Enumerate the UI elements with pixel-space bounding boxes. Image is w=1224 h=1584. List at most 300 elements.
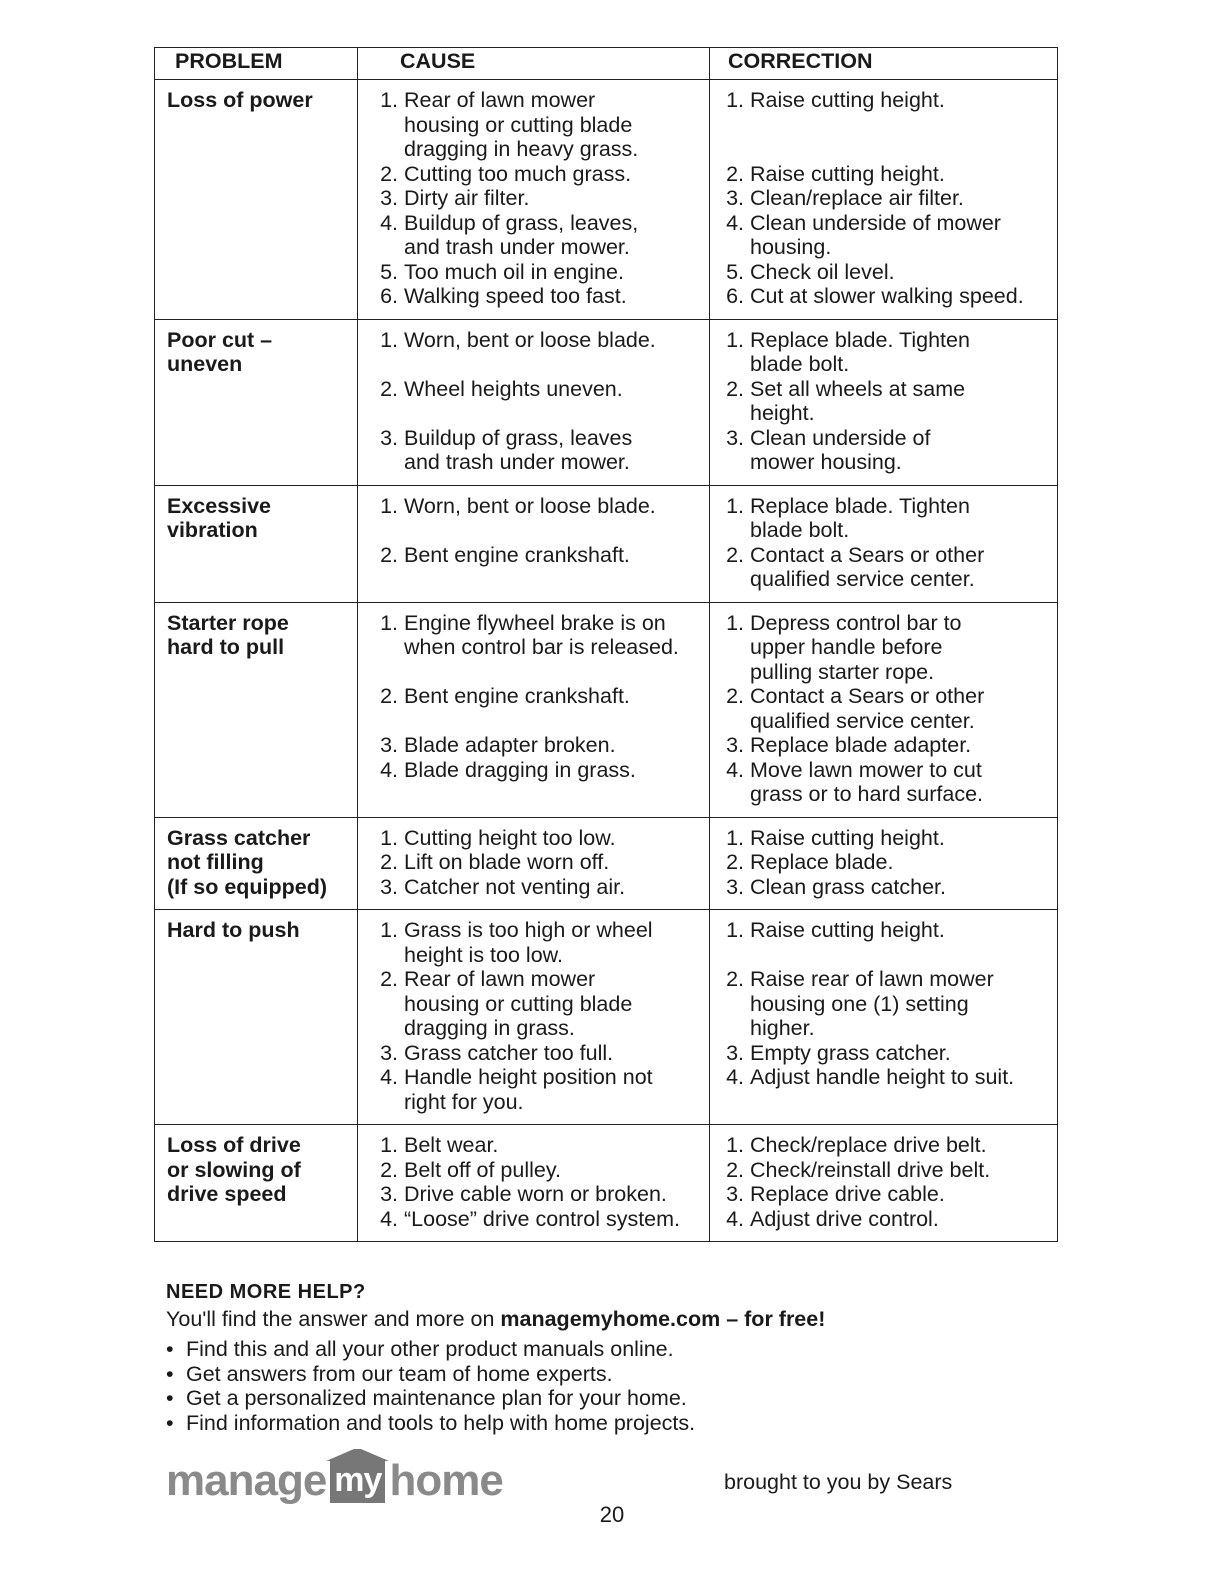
item-text-line: Belt off of pulley. (404, 1157, 561, 1182)
bullet-icon: • (166, 1361, 174, 1386)
correction-item (710, 684, 1053, 733)
problem-line: drive speed (167, 1182, 287, 1206)
item-text-line: Replace drive cable. (750, 1182, 945, 1206)
item-text-line: qualified service center. (750, 567, 975, 591)
item-text (750, 1133, 1053, 1158)
correction-item (710, 875, 1053, 900)
cause-item (358, 284, 705, 309)
item-text (404, 543, 705, 568)
problem-line: uneven (167, 352, 243, 376)
problem-cell (155, 80, 358, 320)
item-text-line: Buildup of grass, leaves, (404, 210, 639, 235)
help-intro-text: You'll find the answer and more on (166, 1306, 501, 1331)
item-text-line: Rear of lawn mower (404, 88, 596, 112)
item-text-line: Worn, bent or loose blade. (404, 493, 656, 518)
help-bullet-item (166, 1386, 1046, 1411)
item-text (404, 328, 705, 353)
item-number: 1. (726, 493, 744, 518)
problem-line: Excessive (167, 493, 272, 518)
correction-item (710, 284, 1053, 309)
correction-item (710, 1207, 1053, 1232)
help-bullet-list (166, 1337, 1046, 1435)
problem-line: Poor cut – (167, 327, 273, 352)
correction-item (710, 611, 1053, 685)
managemyhome-logo (166, 1456, 503, 1506)
correction-item (710, 1133, 1053, 1158)
item-text (750, 826, 1053, 851)
item-number: 2. (726, 161, 744, 186)
item-number: 2. (380, 967, 398, 991)
item-text-line: Rear of lawn mower (404, 967, 596, 991)
table-row (155, 319, 1058, 485)
item-text-line: Buildup of grass, leaves (404, 425, 633, 450)
item-text-line: dragging in grass. (404, 1016, 575, 1040)
item-text (404, 1133, 705, 1158)
item-number: 4. (380, 210, 398, 235)
item-number: 6. (726, 284, 744, 308)
item-text-line: Bent engine crankshaft. (404, 542, 630, 567)
problem-cell (155, 319, 358, 485)
cause-item (358, 1158, 705, 1183)
problem-line: not filling (167, 850, 264, 874)
troubleshooting-table (154, 47, 1058, 1242)
item-text-line: Grass catcher too full. (404, 1040, 614, 1065)
item-number: 1. (380, 327, 398, 352)
item-text-line: Replace blade. Tighten (750, 493, 970, 518)
correction-item (710, 1065, 1053, 1090)
table-row (155, 602, 1058, 817)
item-text (750, 211, 1053, 260)
item-number: 2. (380, 161, 398, 186)
table-row (155, 910, 1058, 1125)
correction-item (710, 1182, 1053, 1207)
correction-item (710, 733, 1053, 758)
item-text-line: right for you. (404, 1089, 524, 1114)
correction-item (710, 918, 1053, 943)
item-text (750, 611, 1053, 685)
help-bullet-text: Get a personalized maintenance plan for your home. (186, 1386, 687, 1410)
item-text (404, 684, 705, 709)
item-number: 6. (380, 284, 398, 308)
item-number: 2. (726, 967, 744, 991)
item-text-line: grass or to hard surface. (750, 782, 984, 806)
item-text-line: Too much oil in engine. (404, 259, 624, 284)
cause-item (358, 328, 705, 353)
item-text (404, 426, 705, 475)
item-text-line: Adjust handle height to suit. (750, 1065, 1015, 1089)
cause-item (358, 826, 705, 851)
correction-cell (710, 910, 1058, 1125)
item-number: 3. (380, 1182, 398, 1206)
item-text-line: Cutting too much grass. (404, 161, 632, 186)
item-text-line: Engine flywheel brake is on (404, 610, 666, 635)
item-text (404, 284, 705, 309)
item-text-line: upper handle before (750, 635, 943, 659)
item-text-line: Blade dragging in grass. (404, 757, 636, 782)
item-number: 3. (726, 733, 744, 757)
cause-item (358, 186, 705, 211)
item-text-line: mower housing. (750, 450, 902, 474)
spacer (710, 137, 1053, 162)
correction-item (710, 162, 1053, 187)
item-text (750, 88, 1053, 113)
item-number: 3. (380, 733, 398, 757)
item-text-line: and trash under mower. (404, 235, 630, 259)
cause-cell (358, 602, 710, 817)
problem-cell (155, 485, 358, 602)
item-text-line: Contact a Sears or other (750, 542, 985, 567)
correction-item (710, 377, 1053, 426)
item-text-line: housing or cutting blade (404, 991, 633, 1016)
item-text-line: Blade adapter broken. (404, 733, 616, 757)
item-text (404, 826, 705, 851)
correction-item (710, 1158, 1053, 1183)
correction-item (710, 88, 1053, 113)
item-text (404, 758, 705, 783)
cause-item (358, 1133, 705, 1158)
problem-cell (155, 910, 358, 1125)
correction-cell (710, 1125, 1058, 1242)
item-number: 3. (380, 425, 398, 450)
item-number: 3. (726, 1040, 744, 1065)
item-text-line: Depress control bar to (750, 610, 962, 635)
item-text-line: Raise cutting height. (750, 161, 945, 186)
item-text (404, 1158, 705, 1183)
item-text (750, 1065, 1053, 1090)
problem-line: Loss of power (167, 88, 313, 112)
help-bullet-item (166, 1337, 1046, 1362)
item-number: 1. (726, 610, 744, 635)
page-number: 20 (599, 1502, 625, 1527)
item-text (404, 918, 705, 967)
item-number: 1. (380, 918, 398, 942)
item-text-line: Adjust drive control. (750, 1206, 939, 1231)
cause-item (358, 918, 705, 967)
item-text (404, 88, 705, 162)
item-number: 4. (726, 1065, 744, 1089)
cause-item (358, 684, 705, 709)
item-text-line: Clean grass catcher. (750, 874, 946, 899)
item-text-line: Clean underside of mower (750, 210, 1001, 235)
header-cause: CAUSE (358, 48, 710, 80)
item-number: 3. (726, 1182, 744, 1206)
item-text-line: Drive cable worn or broken. (404, 1182, 667, 1206)
item-text (750, 494, 1053, 543)
cause-item (358, 494, 705, 519)
cause-cell (358, 319, 710, 485)
item-number: 2. (380, 684, 398, 708)
tagline: brought to you by Sears (724, 1470, 953, 1494)
problem-cell (155, 1125, 358, 1242)
correction-cell (710, 319, 1058, 485)
item-text (750, 426, 1053, 475)
item-text-line: “Loose” drive control system. (404, 1206, 681, 1231)
item-number: 1. (726, 1133, 744, 1157)
item-text-line: higher. (750, 1016, 815, 1040)
item-text (404, 1065, 705, 1114)
item-number: 4. (726, 1206, 744, 1231)
item-text-line: Lift on blade worn off. (404, 850, 610, 874)
item-number: 3. (380, 874, 398, 899)
correction-item (710, 543, 1053, 592)
correction-cell (710, 80, 1058, 320)
item-number: 1. (726, 327, 744, 352)
item-text (750, 918, 1053, 943)
help-intro-link: managemyhome.com – for free! (500, 1306, 826, 1331)
item-text (404, 1207, 705, 1232)
cause-item (358, 611, 705, 660)
item-text (750, 284, 1053, 309)
cause-cell (358, 817, 710, 910)
spacer (358, 352, 705, 377)
cause-item (358, 260, 705, 285)
item-text-line: qualified service center. (750, 708, 975, 733)
item-number: 3. (726, 874, 744, 899)
item-number: 1. (380, 1133, 398, 1157)
item-text (750, 1182, 1053, 1207)
item-text (404, 162, 705, 187)
item-text (404, 1182, 705, 1207)
correction-cell (710, 485, 1058, 602)
item-text (404, 260, 705, 285)
cause-item (358, 162, 705, 187)
correction-item (710, 967, 1053, 1041)
spacer (710, 113, 1053, 138)
cause-item (358, 1182, 705, 1207)
item-number: 3. (726, 186, 744, 210)
item-text-line: dragging in heavy grass. (404, 137, 639, 161)
correction-cell (710, 817, 1058, 910)
item-text-line: blade bolt. (750, 352, 850, 376)
item-text-line: and trash under mower. (404, 450, 630, 474)
item-text-line: Replace blade adapter. (750, 733, 972, 757)
item-text-line: height. (750, 401, 815, 425)
item-number: 2. (380, 542, 398, 567)
item-number: 2. (380, 1157, 398, 1182)
help-bullet-item (166, 1362, 1046, 1387)
item-text-line: Empty grass catcher. (750, 1040, 951, 1065)
item-text (750, 1041, 1053, 1066)
item-text (750, 1158, 1053, 1183)
table-row (155, 485, 1058, 602)
item-number: 2. (726, 542, 744, 567)
item-number: 1. (380, 493, 398, 518)
item-text-line: Check/replace drive belt. (750, 1133, 987, 1157)
problem-cell (155, 602, 358, 817)
help-intro (166, 1307, 1046, 1332)
cause-item (358, 850, 705, 875)
item-text (750, 967, 1053, 1041)
item-text-line: Handle height position not (404, 1065, 653, 1089)
problem-line: Loss of drive (167, 1133, 301, 1157)
item-text (750, 260, 1053, 285)
item-number: 1. (380, 825, 398, 850)
spacer (358, 660, 705, 685)
correction-cell (710, 602, 1058, 817)
logo-text-manage: manage (166, 1456, 327, 1505)
item-number: 3. (380, 1040, 398, 1065)
item-number: 4. (380, 1065, 398, 1089)
problem-line: Starter rope (167, 610, 289, 635)
help-bullet-item (166, 1411, 1046, 1436)
item-text (750, 377, 1053, 426)
item-text-line: Contact a Sears or other (750, 684, 985, 708)
problem-line: Hard to push (167, 918, 300, 942)
item-text-line: Move lawn mower to cut (750, 757, 982, 782)
item-text-line: Grass is too high or wheel (404, 918, 653, 942)
item-text (750, 850, 1053, 875)
item-text-line: Wheel heights uneven. (404, 376, 623, 401)
item-text (404, 850, 705, 875)
item-text-line: Check oil level. (750, 259, 895, 284)
header-correction: CORRECTION (710, 48, 1058, 80)
correction-item (710, 426, 1053, 475)
correction-item (710, 494, 1053, 543)
item-text (750, 875, 1053, 900)
item-text-line: Catcher not venting air. (404, 874, 626, 899)
problem-line: (If so equipped) (167, 874, 328, 899)
correction-item (710, 186, 1053, 211)
item-text (750, 1207, 1053, 1232)
item-text (750, 684, 1053, 733)
item-text-line: Bent engine crankshaft. (404, 684, 630, 708)
item-text (750, 328, 1053, 377)
cause-item (358, 967, 705, 1041)
correction-item (710, 850, 1053, 875)
item-text-line: housing one (1) setting (750, 991, 969, 1016)
cause-item (358, 426, 705, 475)
item-text-line: Replace blade. Tighten (750, 327, 970, 352)
header-problem: PROBLEM (155, 48, 358, 80)
item-number: 3. (380, 186, 398, 210)
cause-item (358, 211, 705, 260)
item-number: 1. (380, 88, 398, 112)
correction-item (710, 826, 1053, 851)
item-text (404, 186, 705, 211)
cause-item (358, 733, 705, 758)
item-text (404, 211, 705, 260)
cause-item (358, 875, 705, 900)
item-number: 1. (726, 825, 744, 850)
item-text-line: Walking speed too fast. (404, 284, 627, 308)
bullet-icon: • (166, 1386, 174, 1410)
item-text (750, 758, 1053, 807)
table-header-row (155, 48, 1058, 80)
item-number: 4. (726, 210, 744, 235)
item-text-line: Worn, bent or loose blade. (404, 327, 656, 352)
item-text (404, 967, 705, 1041)
item-text-line: Cut at slower walking speed. (750, 284, 1024, 308)
item-number: 1. (380, 610, 398, 635)
item-number: 4. (380, 1206, 398, 1231)
item-text-line: blade bolt. (750, 518, 850, 542)
cause-cell (358, 485, 710, 602)
table-body (155, 80, 1058, 1242)
help-bullet-text: Find information and tools to help with home projects. (186, 1410, 696, 1435)
correction-item (710, 211, 1053, 260)
problem-line: vibration (167, 518, 258, 542)
item-text (404, 377, 705, 402)
cause-item (358, 377, 705, 402)
item-text-line: when control bar is released. (404, 635, 679, 659)
problem-line: Grass catcher (167, 825, 311, 850)
logo-house-box: my (330, 1459, 385, 1503)
spacer (358, 709, 705, 734)
correction-item (710, 758, 1053, 807)
item-number: 4. (726, 757, 744, 782)
item-text (750, 543, 1053, 592)
table-row (155, 1125, 1058, 1242)
spacer (358, 518, 705, 543)
item-text (404, 733, 705, 758)
correction-item (710, 260, 1053, 285)
cause-cell (358, 80, 710, 320)
cause-cell (358, 910, 710, 1125)
correction-item (710, 1041, 1053, 1066)
item-number: 5. (726, 259, 744, 284)
item-number: 2. (380, 376, 398, 401)
item-text-line: housing or cutting blade (404, 112, 633, 137)
item-text-line: Set all wheels at same (750, 376, 966, 401)
item-text-line: Raise rear of lawn mower (750, 967, 994, 991)
item-number: 1. (726, 88, 744, 112)
problem-cell (155, 817, 358, 910)
spacer (710, 943, 1053, 968)
item-number: 3. (726, 425, 744, 450)
item-number: 4. (380, 757, 398, 782)
help-bullet-text: Get answers from our team of home experts. (186, 1361, 613, 1386)
item-text-line: Cutting height too low. (404, 825, 616, 850)
cause-item (358, 1065, 705, 1114)
table-row (155, 817, 1058, 910)
cause-item (358, 758, 705, 783)
item-text-line: height is too low. (404, 942, 563, 967)
item-text (404, 1041, 705, 1066)
logo-text-home: home (389, 1456, 503, 1505)
problem-line: hard to pull (167, 635, 285, 659)
item-text-line: Raise cutting height. (750, 88, 945, 112)
item-text-line: Check/reinstall drive belt. (750, 1157, 991, 1182)
item-text (404, 875, 705, 900)
item-text-line: Replace blade. (750, 850, 894, 874)
item-text (404, 611, 705, 660)
item-text-line: Clean underside of (750, 425, 931, 450)
item-number: 2. (726, 376, 744, 401)
cause-item (358, 543, 705, 568)
item-text (750, 162, 1053, 187)
item-text-line: Raise cutting height. (750, 825, 945, 850)
spacer (358, 401, 705, 426)
problem-line: or slowing of (167, 1157, 301, 1182)
cause-item (358, 88, 705, 162)
item-text-line: Clean/replace air filter. (750, 186, 964, 210)
item-text-line: Belt wear. (404, 1133, 499, 1157)
bullet-icon: • (166, 1410, 174, 1435)
need-more-help-section (166, 1280, 1046, 1435)
item-number: 2. (726, 684, 744, 708)
cause-item (358, 1041, 705, 1066)
item-text (750, 733, 1053, 758)
item-number: 2. (380, 850, 398, 874)
item-text-line: housing. (750, 235, 832, 259)
item-number: 5. (380, 259, 398, 284)
help-bullet-text: Find this and all your other product manuals online. (186, 1337, 674, 1361)
cause-cell (358, 1125, 710, 1242)
cause-item (358, 1207, 705, 1232)
item-number: 2. (726, 850, 744, 874)
item-text (750, 186, 1053, 211)
bullet-icon: • (166, 1337, 174, 1361)
